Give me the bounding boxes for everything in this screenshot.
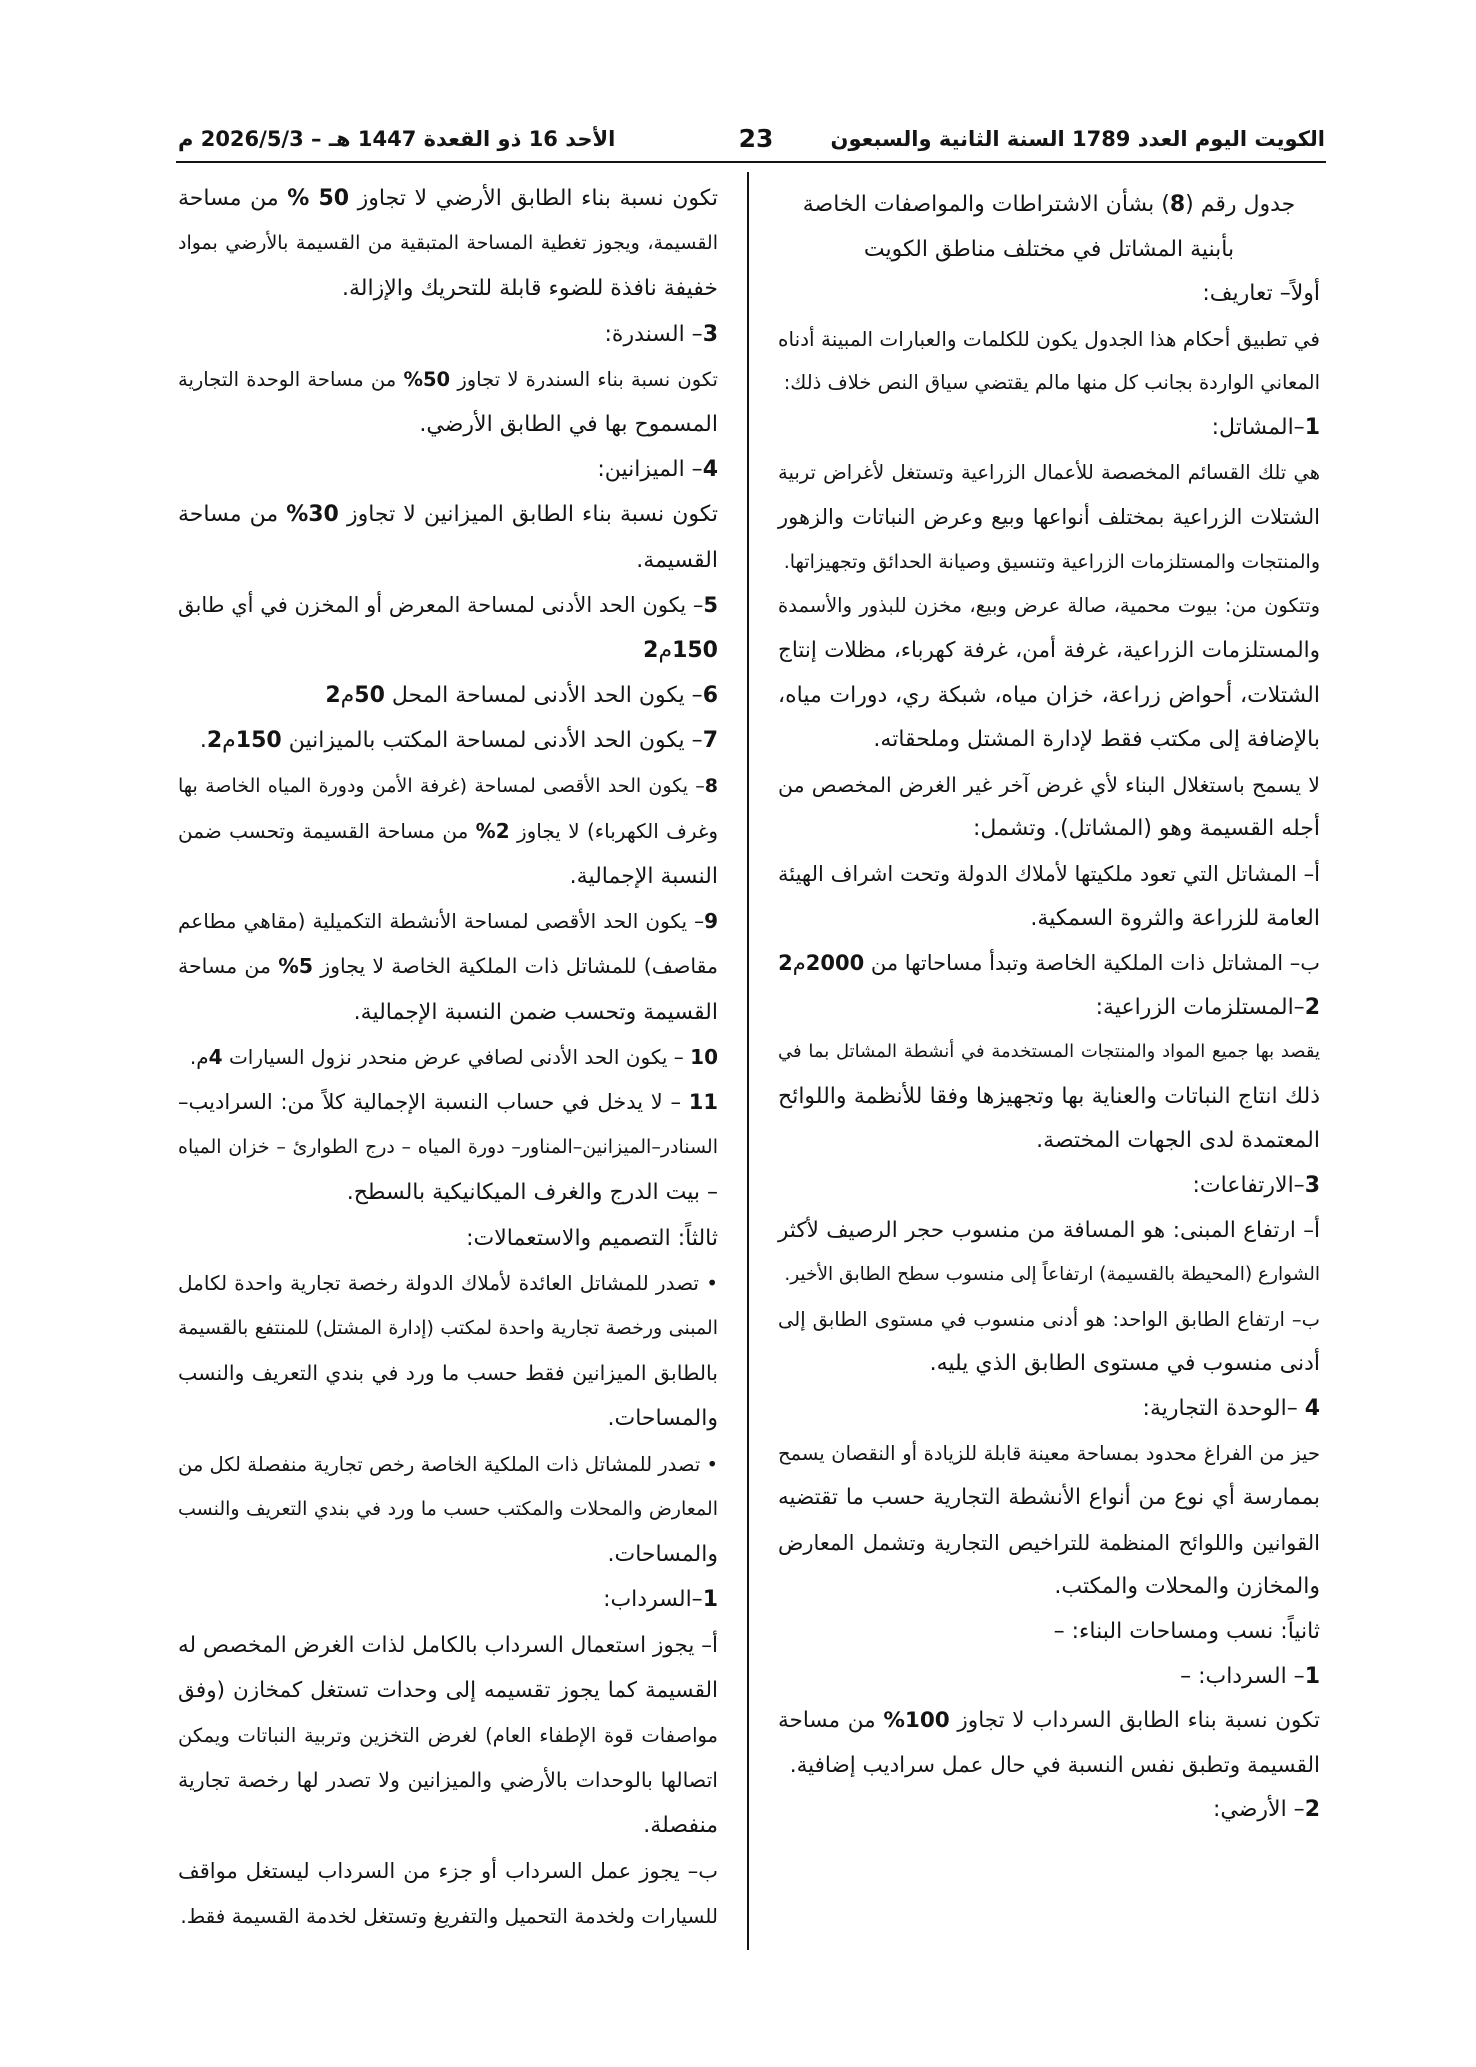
text-line: – بيت الدرج والغرف الميكانيكية بالسطح.: [346, 1180, 718, 1206]
text-line: 9– يكون الحد الأقصى لمساحة الأنشطة التكميلية (مقاهي مطاعم: [178, 909, 718, 934]
paragraph: [778, 763, 1320, 852]
text-line: لا يسمح باستغلال البناء لأي غرض آخر غير الغرض المخصص من: [778, 772, 1320, 797]
text-line: 2–المستلزمات الزراعية:: [1095, 994, 1320, 1020]
text-line: 4– الميزانين:: [597, 457, 718, 483]
text-line: الشتلات، أحواض زراعة، خزان مياه، شبكة ري، دورات مياه،: [778, 682, 1320, 708]
text-line: للسيارات ولخدمة التحميل والتفريغ وتستغل لخدمة القسيمة فقط.: [180, 1903, 718, 1928]
paragraph: [178, 718, 718, 763]
paragraph: [778, 317, 1320, 406]
paragraph: [778, 1030, 1320, 1164]
paragraph: [178, 764, 718, 900]
paragraph: [778, 941, 1320, 986]
paragraph: [778, 1610, 1320, 1655]
text-line: النسبة الإجمالية.: [569, 864, 718, 890]
table-title-line: جدول رقم (8) بشأن الاشتراطات والمواصفات الخاصة: [802, 192, 1296, 217]
text-line: 1– السرداب: –: [1180, 1663, 1320, 1689]
text-line: القسيمة وتحسب ضمن النسبة الإجمالية.: [353, 999, 718, 1025]
paragraph: [178, 899, 718, 1035]
text-line: تكون نسبة بناء السندرة لا تجاوز 50% من مساحة الوحدة التجارية: [178, 367, 718, 391]
text-line: ثانياً: نسب ومساحات البناء: –: [1053, 1619, 1320, 1644]
text-line: المبنى ورخصة تجارية واحدة لمكتب (إدارة المشتل) للمنتفع بالقسيمة: [178, 1317, 718, 1340]
text-line: وتتكون من: بيوت محمية، صالة عرض وبيع، مخزن للبذور والأسمدة: [778, 594, 1320, 618]
text-line: • تصدر للمشاتل ذات الملكية الخاصة رخص تجارية منفصلة لكل من: [178, 1452, 718, 1476]
text-line: 11 – لا يدخل في حساب النسبة الإجمالية كلاً من: السراديب–: [178, 1090, 718, 1115]
text-line: تكون نسبة بناء الطابق الميزانين لا تجاوز 30% من مساحة: [178, 502, 718, 528]
text-line: • تصدر للمشاتل العائدة لأملاك الدولة رخصة تجارية واحدة لكامل: [178, 1270, 718, 1295]
page-number: 23: [738, 124, 774, 153]
text-line: اتصالها بالوحدات بالأرضي والميزانين ولا تصدر لها رخصة تجارية: [178, 1768, 718, 1793]
paragraph: [778, 1387, 1320, 1432]
paragraph: [778, 1432, 1320, 1610]
paragraph: [178, 1216, 718, 1261]
paragraph: [778, 852, 1320, 941]
text-line: مواصفات قوة الإطفاء العام) لغرض التخزين وتربية النباتات ويمكن: [178, 1723, 718, 1747]
paragraph: [178, 1080, 718, 1216]
left-column: [178, 176, 718, 1939]
paragraph: [178, 1577, 718, 1622]
header-issue-info: الكويت اليوم العدد 1789 السنة الثانية والسبعون: [830, 127, 1325, 151]
text-line: القسيمة وتطبق نفس النسبة في حال عمل سراديب إضافية.: [789, 1752, 1320, 1778]
paragraph: [178, 312, 718, 357]
text-line: المعاني الواردة بجانب كل منها مالم يقتضي سياق النص خلاف ذلك:: [783, 371, 1320, 395]
paragraph: [778, 1655, 1320, 1700]
table-title: [778, 183, 1320, 272]
text-line: بالإضافة إلى مكتب فقط لإدارة المشتل وملحقاته.: [873, 727, 1320, 753]
paragraph: [178, 1261, 718, 1442]
right-column: [778, 183, 1320, 1833]
paragraph: [178, 583, 718, 673]
text-line: وغرف الكهرباء) لا يجاوز 2% من مساحة القسيمة وتحسب ضمن: [178, 818, 718, 843]
paragraph: [178, 673, 718, 718]
text-line: 150م2: [643, 638, 718, 664]
paragraph: [778, 1209, 1320, 1298]
paragraph: [778, 986, 1320, 1031]
text-line: أ– المشاتل التي تعود ملكيتها لأملاك الدولة وتحت اشراف الهيئة: [778, 861, 1320, 886]
text-line: والمساحات.: [607, 1406, 718, 1432]
text-line: 1–السرداب:: [603, 1587, 718, 1613]
paragraph: [178, 1442, 718, 1578]
text-line: السنادر–الميزانين–المناور– دورة المياه – درج الطوارئ – خزان المياه: [178, 1136, 718, 1159]
text-line: والمستلزمات الزراعية، غرفة أمن، غرفة كهرباء، مظلات إنتاج: [778, 637, 1320, 663]
text-line: الشوارع (المحيطة بالقسيمة) ارتفاعاً إلى منسوب سطح الطابق الأخير.: [784, 1264, 1320, 1286]
text-line: 10 – يكون الحد الأدنى لصافي عرض منحدر نزول السيارات 4م.: [189, 1044, 718, 1069]
text-line: الشتلات الزراعية بمختلف أنواعها وبيع وعرض النباتات والزهور: [778, 505, 1320, 530]
text-line: هي تلك القسائم المخصصة للأعمال الزراعية وتستغل لأغراض تربية: [778, 460, 1320, 484]
paragraph: [778, 272, 1320, 317]
paragraph: [178, 176, 718, 312]
text-line: والمساحات.: [607, 1542, 718, 1568]
text-line: ثالثاً: التصميم والاستعمالات:: [466, 1225, 718, 1251]
table-title-line: بأبنية المشاتل في مختلف مناطق الكويت: [863, 236, 1235, 262]
text-line: بممارسة أي نوع من أنواع الأنشطة التجارية حسب ما تقتضيه: [778, 1485, 1320, 1511]
paragraph: [778, 1164, 1320, 1209]
text-line: العامة للزراعة والثروة السمكية.: [1030, 905, 1320, 931]
paragraph: [178, 1035, 718, 1080]
header-date: الأحد 16 ذو القعدة 1447 هـ – 2026/5/3 م: [178, 127, 616, 151]
paragraph: [778, 451, 1320, 585]
text-line: حيز من الفراغ محدود بمساحة معينة قابلة للزيادة أو النقصان يسمح: [778, 1441, 1320, 1465]
text-line: 3– السندرة:: [604, 321, 718, 347]
paragraph: [778, 584, 1320, 762]
text-line: 2– الأرضي:: [1212, 1797, 1320, 1823]
text-line: في تطبيق أحكام هذا الجدول يكون للكلمات والعبارات المبينة أدناه: [778, 326, 1320, 351]
text-line: 8– يكون الحد الأقصى لمساحة (غرفة الأمن ودورة المياه الخاصة بها: [178, 774, 718, 797]
text-line: 4 –الوحدة التجارية:: [1142, 1396, 1320, 1422]
text-line: 6– يكون الحد الأدنى لمساحة المحل 50م2: [325, 683, 718, 709]
text-line: المعتمدة لدى الجهات المختصة.: [1036, 1128, 1320, 1154]
paragraph: [778, 1699, 1320, 1788]
text-line: ب– المشاتل ذات الملكية الخاصة وتبدأ مساحاتها من 2000م2: [778, 951, 1320, 976]
paragraph: [778, 1788, 1320, 1833]
text-line: 1–المشاتل:: [1211, 414, 1320, 440]
text-line: بالطابق الميزانين فقط حسب ما ورد في بندي التعريف والنسب: [178, 1361, 718, 1386]
text-line: القسيمة كما يجوز تقسيمه إلى وحدات تستغل كمخازن (وفق: [178, 1677, 718, 1703]
text-line: أجله القسيمة وهو (المشاتل). وتشمل:: [972, 816, 1320, 842]
text-line: القسيمة، ويجوز تغطية المساحة المتبقية من القسيمة بالأرضي بمواد: [178, 232, 718, 255]
text-line: القوانين واللوائح المنظمة للتراخيص التجارية وتشمل المعارض: [778, 1530, 1320, 1555]
text-line: ذلك انتاج النباتات والعناية بها وتجهيزها وفقا للأنظمة واللوائح: [778, 1083, 1320, 1109]
paragraph: [178, 1623, 718, 1849]
paragraph: [178, 447, 718, 492]
paragraph: [178, 357, 718, 447]
header-rule: [176, 161, 1326, 163]
text-line: ب– ارتفاع الطابق الواحد: هو أدنى منسوب في مستوى الطابق إلى: [778, 1307, 1320, 1331]
text-line: القسيمة.: [636, 547, 718, 573]
text-line: 5– يكون الحد الأدنى لمساحة المعرض أو المخزن في أي طابق: [178, 592, 718, 617]
column-divider: [747, 172, 749, 1950]
text-line: ب– يجوز عمل السرداب أو جزء من السرداب ليستغل مواقف: [178, 1858, 718, 1883]
paragraph: [178, 492, 718, 582]
text-line: منفصلة.: [643, 1813, 718, 1839]
text-line: يقصد بها جميع المواد والمنتجات المستخدمة في أنشطة المشاتل بما في: [778, 1041, 1320, 1063]
text-line: 3–الارتفاعات:: [1192, 1173, 1320, 1199]
text-line: والمنتجات والمستلزمات الزراعية وتنسيق وصيانة الحدائق وتجهيزاتها.: [783, 550, 1320, 573]
text-line: تكون نسبة بناء الطابق السرداب لا تجاوز 100% من مساحة: [778, 1708, 1320, 1734]
paragraph: [778, 406, 1320, 451]
text-line: أولاً– تعاريف:: [1202, 281, 1320, 307]
text-line: خفيفة نافذة للضوء قابلة للتحريك والإزالة.: [341, 276, 718, 302]
text-line: 7– يكون الحد الأدنى لمساحة المكتب بالميزانين 150م2.: [199, 728, 718, 754]
text-line: تكون نسبة بناء الطابق الأرضي لا تجاوز 50 % من مساحة: [178, 186, 719, 211]
text-line: المسموح بها في الطابق الأرضي.: [419, 412, 718, 438]
text-line: والمخازن والمحلات والمكتب.: [1054, 1574, 1320, 1600]
text-line: أ– يجوز استعمال السرداب بالكامل لذات الغرض المخصص له: [178, 1632, 718, 1658]
paragraph: [778, 1298, 1320, 1387]
text-line: مقاصف) للمشاتل ذات الملكية الخاصة لا يجاوز 5% من مساحة: [178, 954, 719, 979]
text-line: أ– ارتفاع المبنى: هو المسافة من منسوب حجر الرصيف لأكثر: [778, 1217, 1320, 1243]
paragraph: [178, 1849, 718, 1939]
text-line: أدنى منسوب في مستوى الطابق الذي يليه.: [929, 1351, 1320, 1377]
text-line: المعارض والمحلات والمكتب حسب ما ورد في بندي التعريف والنسب: [178, 1497, 718, 1520]
